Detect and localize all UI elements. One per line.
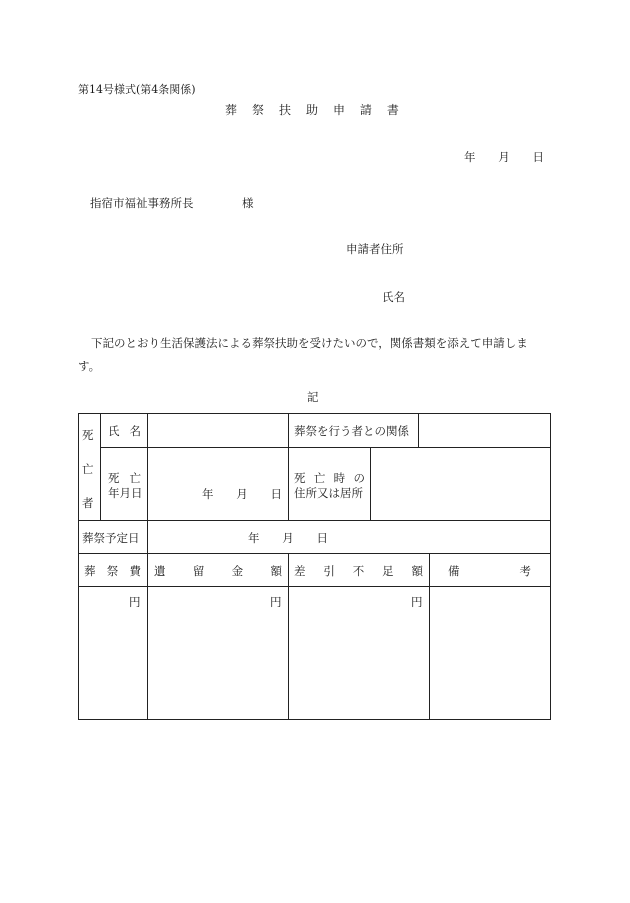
col-divider	[288, 413, 289, 520]
header-char: 足	[382, 564, 394, 578]
header-char: 額	[270, 564, 282, 578]
header-char: 費	[129, 564, 141, 578]
death-date-label-bottom: 年月日	[108, 486, 143, 500]
col-divider	[429, 553, 430, 720]
funeral-date-label: 葬祭予定日	[82, 531, 140, 545]
application-date	[464, 149, 544, 165]
record-heading: 記	[307, 390, 319, 404]
body-text-line2: す。	[78, 359, 101, 373]
table-border	[78, 413, 551, 414]
table-border	[550, 413, 551, 720]
application-form-table	[78, 413, 551, 720]
name-label	[108, 423, 141, 439]
death-date-char: 死	[108, 471, 120, 485]
header-char: 金	[231, 564, 244, 578]
residence-char: 死	[294, 471, 306, 485]
row-divider	[78, 586, 551, 587]
title-char: 祭	[251, 103, 264, 117]
title-char: 助	[305, 103, 318, 117]
funeral-cost-yen: 円	[129, 595, 141, 609]
name-char: 名	[129, 424, 141, 438]
date-year: 年	[464, 150, 476, 164]
title-char: 葬	[225, 103, 238, 117]
funeral-cost-header	[84, 563, 141, 579]
honorific: 様	[242, 196, 254, 210]
applicant-address-label: 申請者住所	[346, 242, 404, 256]
remarks-header	[448, 563, 531, 579]
header-char: 考	[519, 564, 531, 578]
col-divider	[370, 447, 371, 520]
form-number: 第14号様式(第4条関係)	[78, 83, 196, 96]
death-date-char: 亡	[129, 471, 141, 485]
applicant-name-label: 氏名	[382, 290, 405, 304]
title-char: 申	[332, 103, 345, 117]
death-date-label-top	[108, 470, 141, 486]
date-month: 月	[498, 150, 510, 164]
body-text-line1: 下記のとおり生活保護法による葬祭扶助を受けたいので，関係書類を添えて申請しま	[91, 336, 528, 350]
row-divider	[78, 520, 551, 521]
death-year: 年	[202, 487, 214, 501]
shortfall-yen: 円	[411, 595, 423, 609]
title-char: 書	[386, 103, 399, 117]
death-day: 日	[270, 487, 282, 501]
addressee: 指宿市福祉事務所長	[90, 196, 194, 210]
table-border	[78, 719, 551, 720]
residence-char: の	[353, 471, 365, 485]
header-char: 葬	[84, 564, 96, 578]
col-divider	[147, 413, 148, 720]
deceased-char: 死	[82, 428, 94, 442]
funeral-day: 日	[316, 531, 328, 545]
header-char: 留	[192, 564, 205, 578]
title-char: 請	[359, 103, 372, 117]
date-day: 日	[532, 150, 544, 164]
form-title	[225, 101, 399, 118]
residence-char: 亡	[313, 471, 326, 485]
col-divider	[418, 413, 419, 447]
residence-label-top	[294, 470, 365, 486]
death-month: 月	[236, 487, 248, 501]
col-divider	[100, 413, 101, 520]
table-border	[78, 413, 79, 720]
row-divider	[100, 447, 551, 448]
funeral-date-value	[248, 530, 328, 546]
header-char: 不	[352, 564, 365, 578]
remaining-funds-yen: 円	[270, 595, 282, 609]
header-char: 引	[323, 564, 335, 578]
relation-label: 葬祭を行う者との関係	[294, 424, 409, 438]
row-divider	[78, 553, 551, 554]
funeral-month: 月	[282, 531, 294, 545]
header-char: 遺	[154, 564, 166, 578]
title-char: 扶	[278, 103, 291, 117]
deceased-char: 者	[82, 496, 94, 510]
header-char: 備	[448, 564, 460, 578]
funeral-year: 年	[248, 531, 260, 545]
residence-label-bottom: 住所又は居所	[294, 486, 363, 500]
remaining-funds-header	[154, 563, 282, 579]
shortfall-header	[294, 563, 423, 579]
death-date-value	[202, 486, 282, 502]
header-char: 祭	[106, 564, 119, 578]
header-char: 額	[411, 564, 423, 578]
col-divider	[288, 553, 289, 720]
residence-char: 時	[333, 471, 346, 485]
header-char: 差	[294, 564, 306, 578]
name-char: 氏	[108, 424, 120, 438]
deceased-char: 亡	[82, 462, 94, 476]
